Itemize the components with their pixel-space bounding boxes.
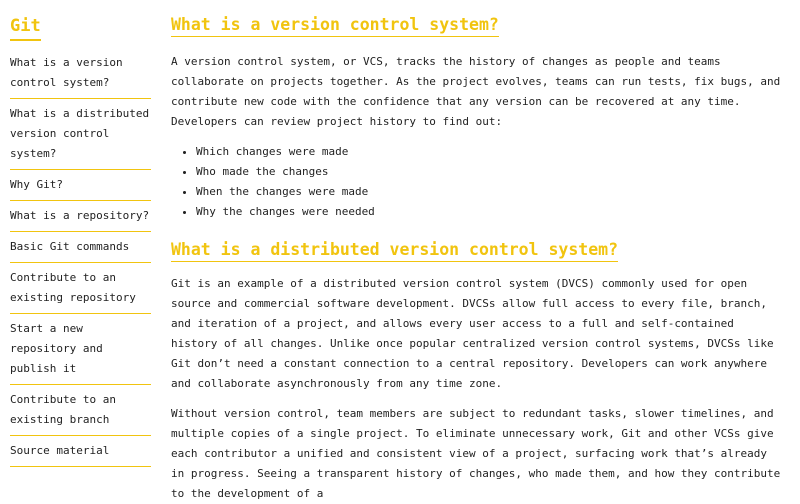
section-paragraph: A version control system, or VCS, tracks the history of changes as people and teams collaborate on projects together. As the project evolves, teams can run tests, fix bugs, and contribute new code with the confidence that any version can be recovered at any time. Developers can review project history to find out: (171, 55, 781, 128)
nav-link-version-control[interactable]: What is a version control system? (10, 56, 123, 89)
nav-item-distributed-vcs (10, 99, 151, 170)
section-paragraph: Without version control, team members are subject to redundant tasks, slower timelines, and multiple copies of a single project. To eliminate unnecessary work, Git and other VCSs give each contributor a unified and consistent view of a project, surfacing work that’s already in progress. Seeing a transparent history of changes, who made them, and how they contribute to the development of a (171, 407, 781, 500)
section-version-control (171, 14, 786, 222)
sidebar-nav (10, 14, 151, 467)
nav-link-why-git[interactable]: Why Git? (10, 178, 63, 191)
section-title-distributed-vcs: What is a distributed version control system? (171, 239, 618, 262)
nav-item-contribute-repository (10, 263, 151, 314)
bullet-item: • Who made the changes (196, 162, 786, 182)
bullet-item: • When the changes were made (196, 182, 786, 202)
nav-item-version-control (10, 53, 151, 99)
changes-bullet-list (171, 142, 786, 222)
nav-link-start-repository[interactable]: Start a new repository and publish it (10, 322, 103, 375)
nav-link-source-material[interactable]: Source material (10, 444, 110, 457)
nav-item-source-material (10, 436, 151, 467)
nav-link-contribute-branch[interactable]: Contribute to an existing branch (10, 393, 116, 426)
section-paragraph: Git is an example of a distributed version control system (DVCS) commonly used for open source and commercial software development. DVCSs allow full access to every file, branch, and iteration of a project, and allows every user access to a full and self-contained history of all changes. Unlike once popular centralized version control systems, DVCSs like Git don’t need a constant connection to a central repository. Developers can work anywhere and collaborate asynchronously from any time zone. (171, 277, 774, 390)
nav-link-basic-commands[interactable]: Basic Git commands (10, 240, 130, 253)
nav-item-basic-commands (10, 232, 151, 263)
nav-item-repository (10, 201, 151, 232)
nav-item-contribute-branch (10, 385, 151, 436)
section-distributed-vcs (171, 239, 786, 504)
bullet-item: • Why the changes were needed (196, 202, 786, 222)
bullet-item: • Which changes were made (196, 142, 786, 162)
section-title-version-control: What is a version control system? (171, 14, 499, 37)
nav-list (10, 53, 151, 467)
nav-item-start-repository (10, 314, 151, 385)
sidebar-title[interactable]: Git (10, 14, 41, 41)
nav-item-why-git (10, 170, 151, 201)
nav-link-distributed-vcs[interactable]: What is a distributed version control system? (10, 107, 150, 160)
nav-link-repository[interactable]: What is a repository? (10, 209, 150, 222)
main-content (171, 14, 786, 504)
nav-link-contribute-repository[interactable]: Contribute to an existing repository (10, 271, 136, 304)
